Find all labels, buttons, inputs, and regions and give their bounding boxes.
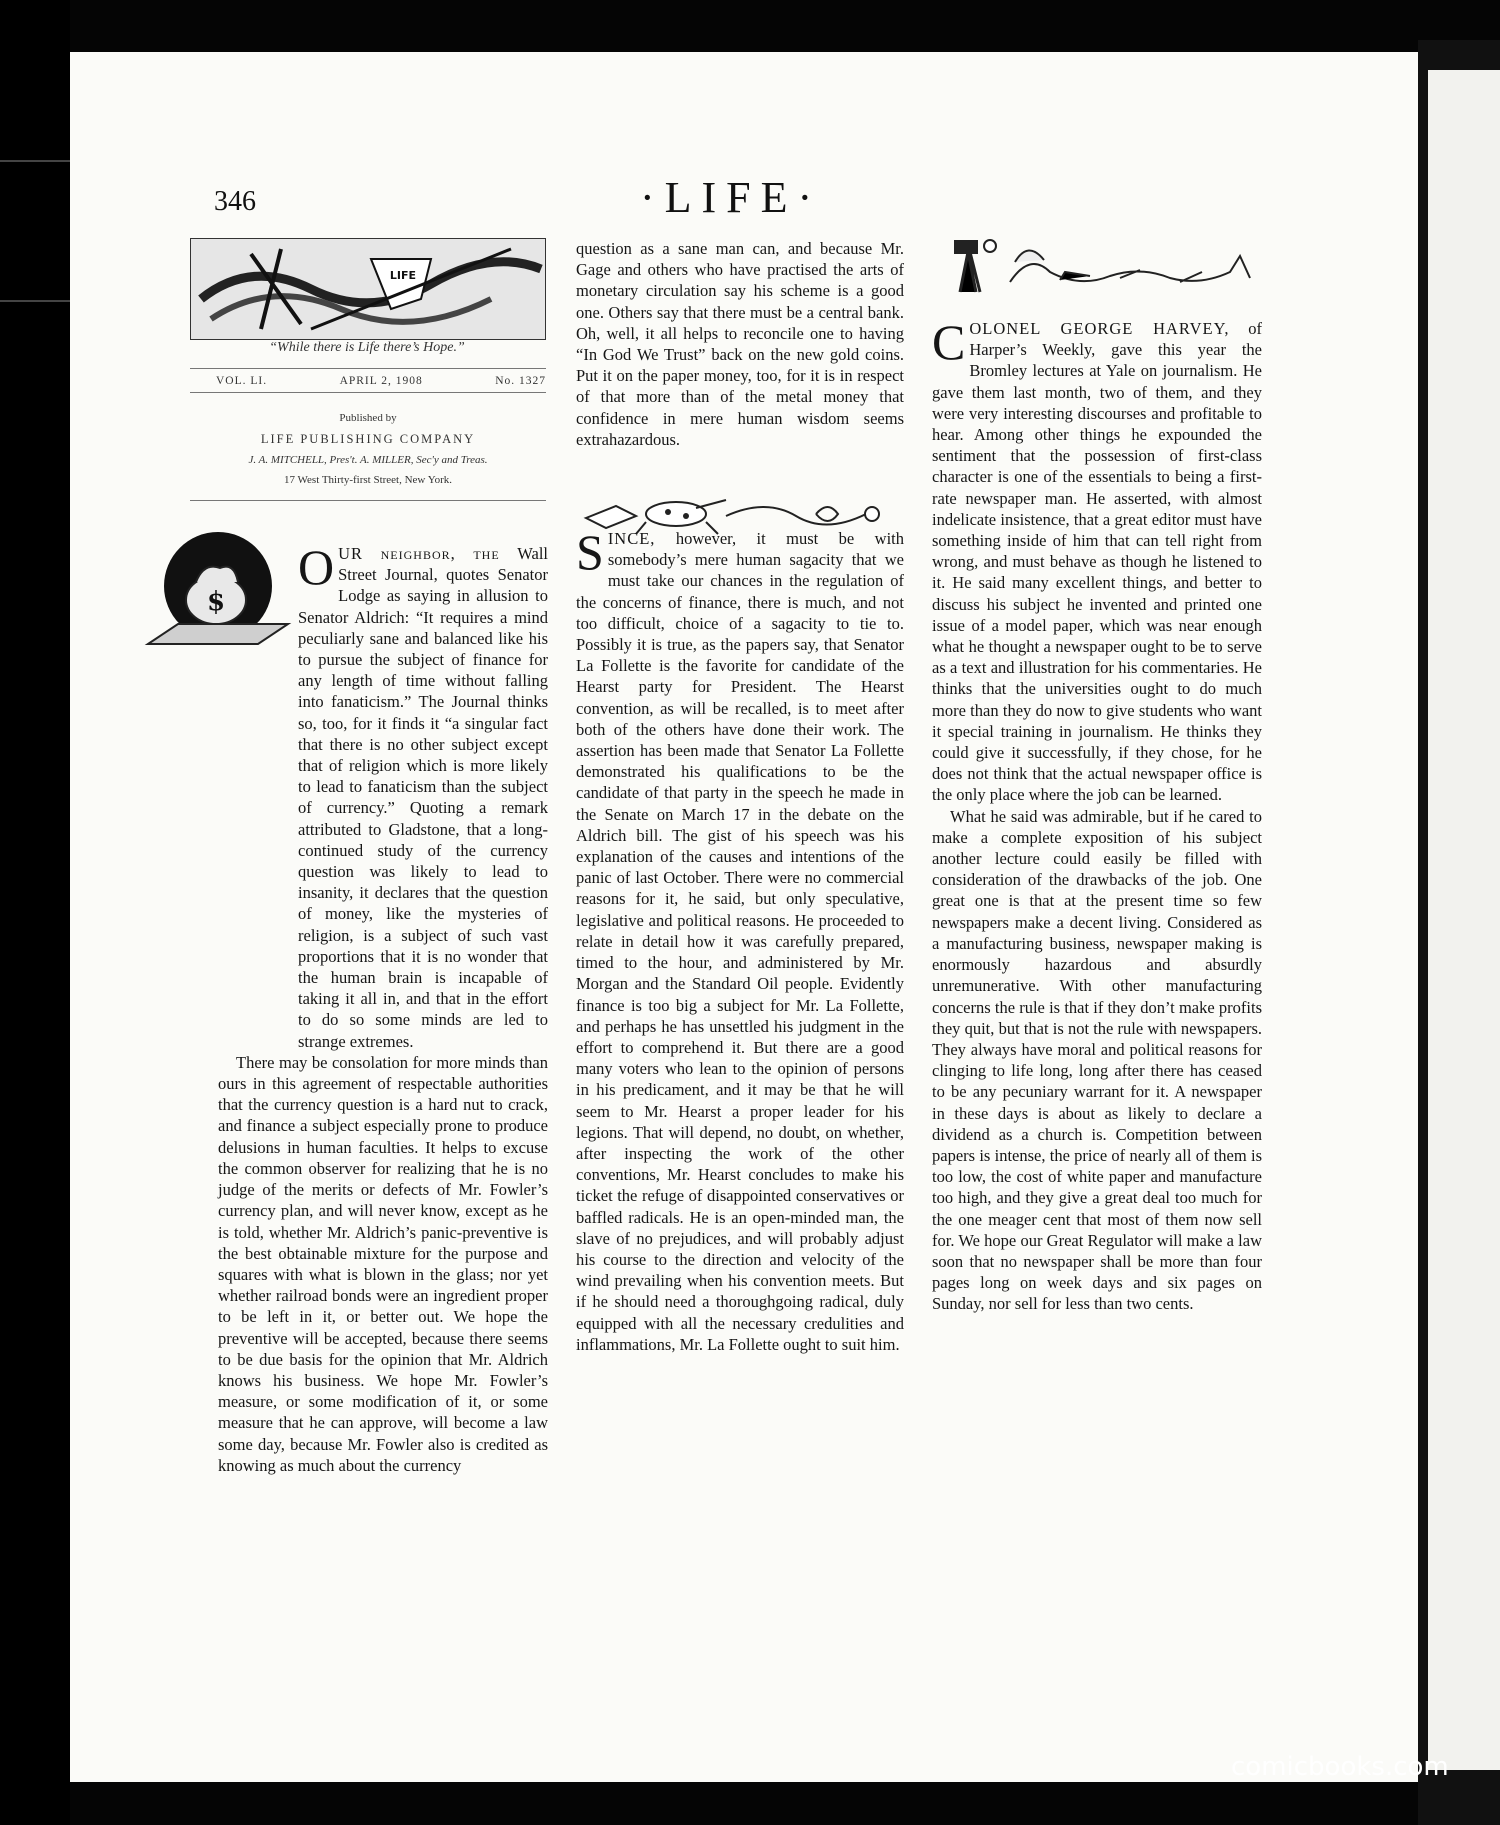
- paragraph: What he said was admirable, but if he cared to make a complete exposition of his subject another lecture could easily be filled with consideration of the drawbacks of the job. One great one is that at the present time so few newspapers make a decent living. Considered as a manufacturing business, newspaper making is enormously hazardous and absurdly unremunerative. With other manufacturing concerns the rule is that if they don’t make profits they quit, but that is not the rule with newspapers. They always have moral and political reasons for clinging to life long, long after there has ceased to be any pecuniary warrant for it. A newspaper in these days is about as likely to declare a dividend as a church is. Competition between papers is intense, the price of nearly all of them is too low, the cost of white paper and manufacture too high, and they give a great deal too much for the one meager cent that most of them now sell for. We hope our Great Regulator will make a law soon that no newspaper shall be more than four pages long on week days and six pages on Sunday, nor sell for less than two cents.: [932, 806, 1262, 1314]
- issue-info: [216, 375, 546, 387]
- column-right: [932, 314, 1262, 1315]
- dollar-sign: $: [206, 587, 226, 617]
- paragraph: question as a sane man can, and because Mr. Gage and others who have practised the arts of monetary circulation say his scheme is a good one. Others say that there must be a central bank. Oh, well, it all helps to reconcile one to having “In God We Trust” back on the new gold coins. Put it on the paper money, too, for it is in respect of that more than of the metal money that confidence in mere human wisdom seems extrahazardous.: [576, 239, 904, 449]
- volume: VOL. LI.: [216, 375, 268, 387]
- paragraph: [218, 539, 548, 1052]
- drop-cap: C: [932, 314, 966, 370]
- published-by: Published by: [339, 412, 397, 424]
- lead-in: OLONEL GEORGE HARVEY,: [969, 319, 1230, 338]
- banner-caption: “While there is Life there’s Hope.”: [269, 340, 465, 355]
- lead-in: INCE,: [607, 529, 656, 549]
- paragraph-text: however, it must be with somebody’s mere human sagacity that we must take our chances in the regulation of the concerns of finance, there is much, and not too difficult, choice of a sagacity to tie to. Possibly it is true, as the papers say, that Senator La Follette is the favorite for candidate of the Hearst party for President. The Hearst convention, as will be recalled, is to meet after both of the others have done their work. The assertion has been made that Senator La Follette demonstrated his qualifications to be the candidate of that party in the speech he made in the Senate on March 17 in the debate on the Aldrich bill. The gist of his speech was his explanation of the causes and intentions of the panic of last October. There were no commercial reasons for it, he said, but only speculative, legislative and political reasons. He proceeded to relate in detail how it was carefully prepared, timed to the hour, and administered by Mr. Morgan and the Standard Oil people. Evidently finance is too big a subject for Mr. La Follette, and perhaps he has unsettled his judgment in the effort to comprehend it. But there are a good many voters who lean to the opinion of persons in his predicament, and it may be that he will seem to Mr. Hearst a proper leader for his legions. That will depend, no doubt, on whether, after inspecting the work of the other conventions, Mr. Hearst concludes to make his ticket the refuge of disappointed conservatives or baffled radicals. He is an open-minded man, the slave of no prejudices, and will probably adjust his course to the direction and velocity of the wind prevailing when his convention meets. But if he should need a thoroughgoing radical, duly equipped with all the necessary credulities and inflammations, Mr. La Follette ought to suit him.: [576, 529, 904, 1354]
- column-left: [218, 539, 548, 1476]
- page-number: 346: [214, 186, 256, 217]
- drop-cap: S: [576, 524, 604, 581]
- scan-streak: [0, 300, 70, 302]
- paragraph-text: of Harper’s Weekly, gave this year the Bromley lectures at Yale on journalism. He gave them last month, two of them, and they were very interesting discourses and profitable to hear. Among other things he expounded the sentiment that the possession of first-class character is one of the essentials to being a first-rate newspaper man. He asserted, with almost indelicate insistence, that a great editor must have something inside of him that can tell right from wrong, and must behave as though he listened to it. He said many excellent things, and better to discuss his subject he invented and printed one issue of a model paper, which was near enough what he thought a newspaper ought to be to serve as a text and illustration for his commentaries. He thinks that the universities ought to do much more than they do now to give students who want it special training in journalism. He thinks they could give it successfully, if they chose, for he does not think that the actual newspaper office is the only place where the job can be learned.: [932, 319, 1262, 805]
- issue-date: APRIL 2, 1908: [339, 375, 423, 387]
- paragraph-text: Wall Street Journal, quotes Senator Lodge as saying in allusion to Senator Aldrich: “It requires a mind peculiarly sane and balanced like his to pursue the subject of finance for any length of time without falling into fanaticism.” The Journal thinks so, too, for it finds it “a singular fact that there is no other subject except that of religion which is more likely to lead to fanaticism than the subject of currency.” Quoting a remark attributed to Gladstone, that a long-continued study of the currency question was likely to lead to insanity, it declares that the question of money, like the mysteries of religion, is a subject of such vast proportions that it is no wonder that the human brain is incapable of taking it all in, and that in the effort to do so some minds are led to strange extremes.: [298, 544, 548, 1051]
- divider: [190, 500, 546, 501]
- publisher-officers: J. A. MITCHELL, Pres't. A. MILLER, Sec'y and Treas.: [248, 454, 488, 466]
- illustration-gap: [576, 450, 904, 528]
- lead-in: UR neighbor, the: [338, 544, 518, 563]
- masthead-title: ·LIFE·: [640, 173, 823, 222]
- column-middle: [576, 238, 904, 1355]
- publisher-name: LIFE PUBLISHING COMPANY: [260, 432, 476, 446]
- adjacent-page-strip: [1428, 70, 1500, 1770]
- site-watermark: comicbooks.com: [1231, 1752, 1449, 1782]
- banner-shield-text: LIFE: [389, 269, 417, 282]
- banner-drawing: [191, 239, 545, 339]
- column-heading-illustration: [940, 232, 1260, 296]
- publisher-address: 17 West Thirty-first Street, New York.: [284, 474, 452, 486]
- scan-edge-left: [0, 0, 70, 1825]
- column-heading-drawing: [940, 232, 1260, 296]
- scan-streak: [0, 160, 70, 162]
- drop-cap: O: [298, 539, 335, 595]
- issue-number: No. 1327: [495, 375, 546, 387]
- divider: [190, 392, 546, 393]
- paragraph: [932, 314, 1262, 806]
- paragraph: There may be consolation for more minds than ours in this agreement of respectable authorities that the currency question is a hard nut to crack, and finance a subject especially prone to produce delusions in human faculties. It helps to excuse the common observer for realizing that he is no judge of the merits or defects of Mr. Fowler’s currency plan, and will never know, except as he is told, whether Mr. Aldrich’s panic-preventive is the best obtainable mixture for the purpose and squares with what is blown in the glass; nor yet whether railroad bonds were an ingredient proper to be left in it, or better out. We hope the preventive will be accepted, because there seems to be due basis for the opinion that Mr. Aldrich knows his business. We hope Mr. Fowler’s measure, or some modification of it, or some measure that he can approve, will become a law some day, because Mr. Fowler also is credited as knowing as much about the currency: [218, 1052, 548, 1475]
- paragraph: [576, 524, 904, 1355]
- banner-illustration: [190, 238, 546, 340]
- divider: [190, 368, 546, 369]
